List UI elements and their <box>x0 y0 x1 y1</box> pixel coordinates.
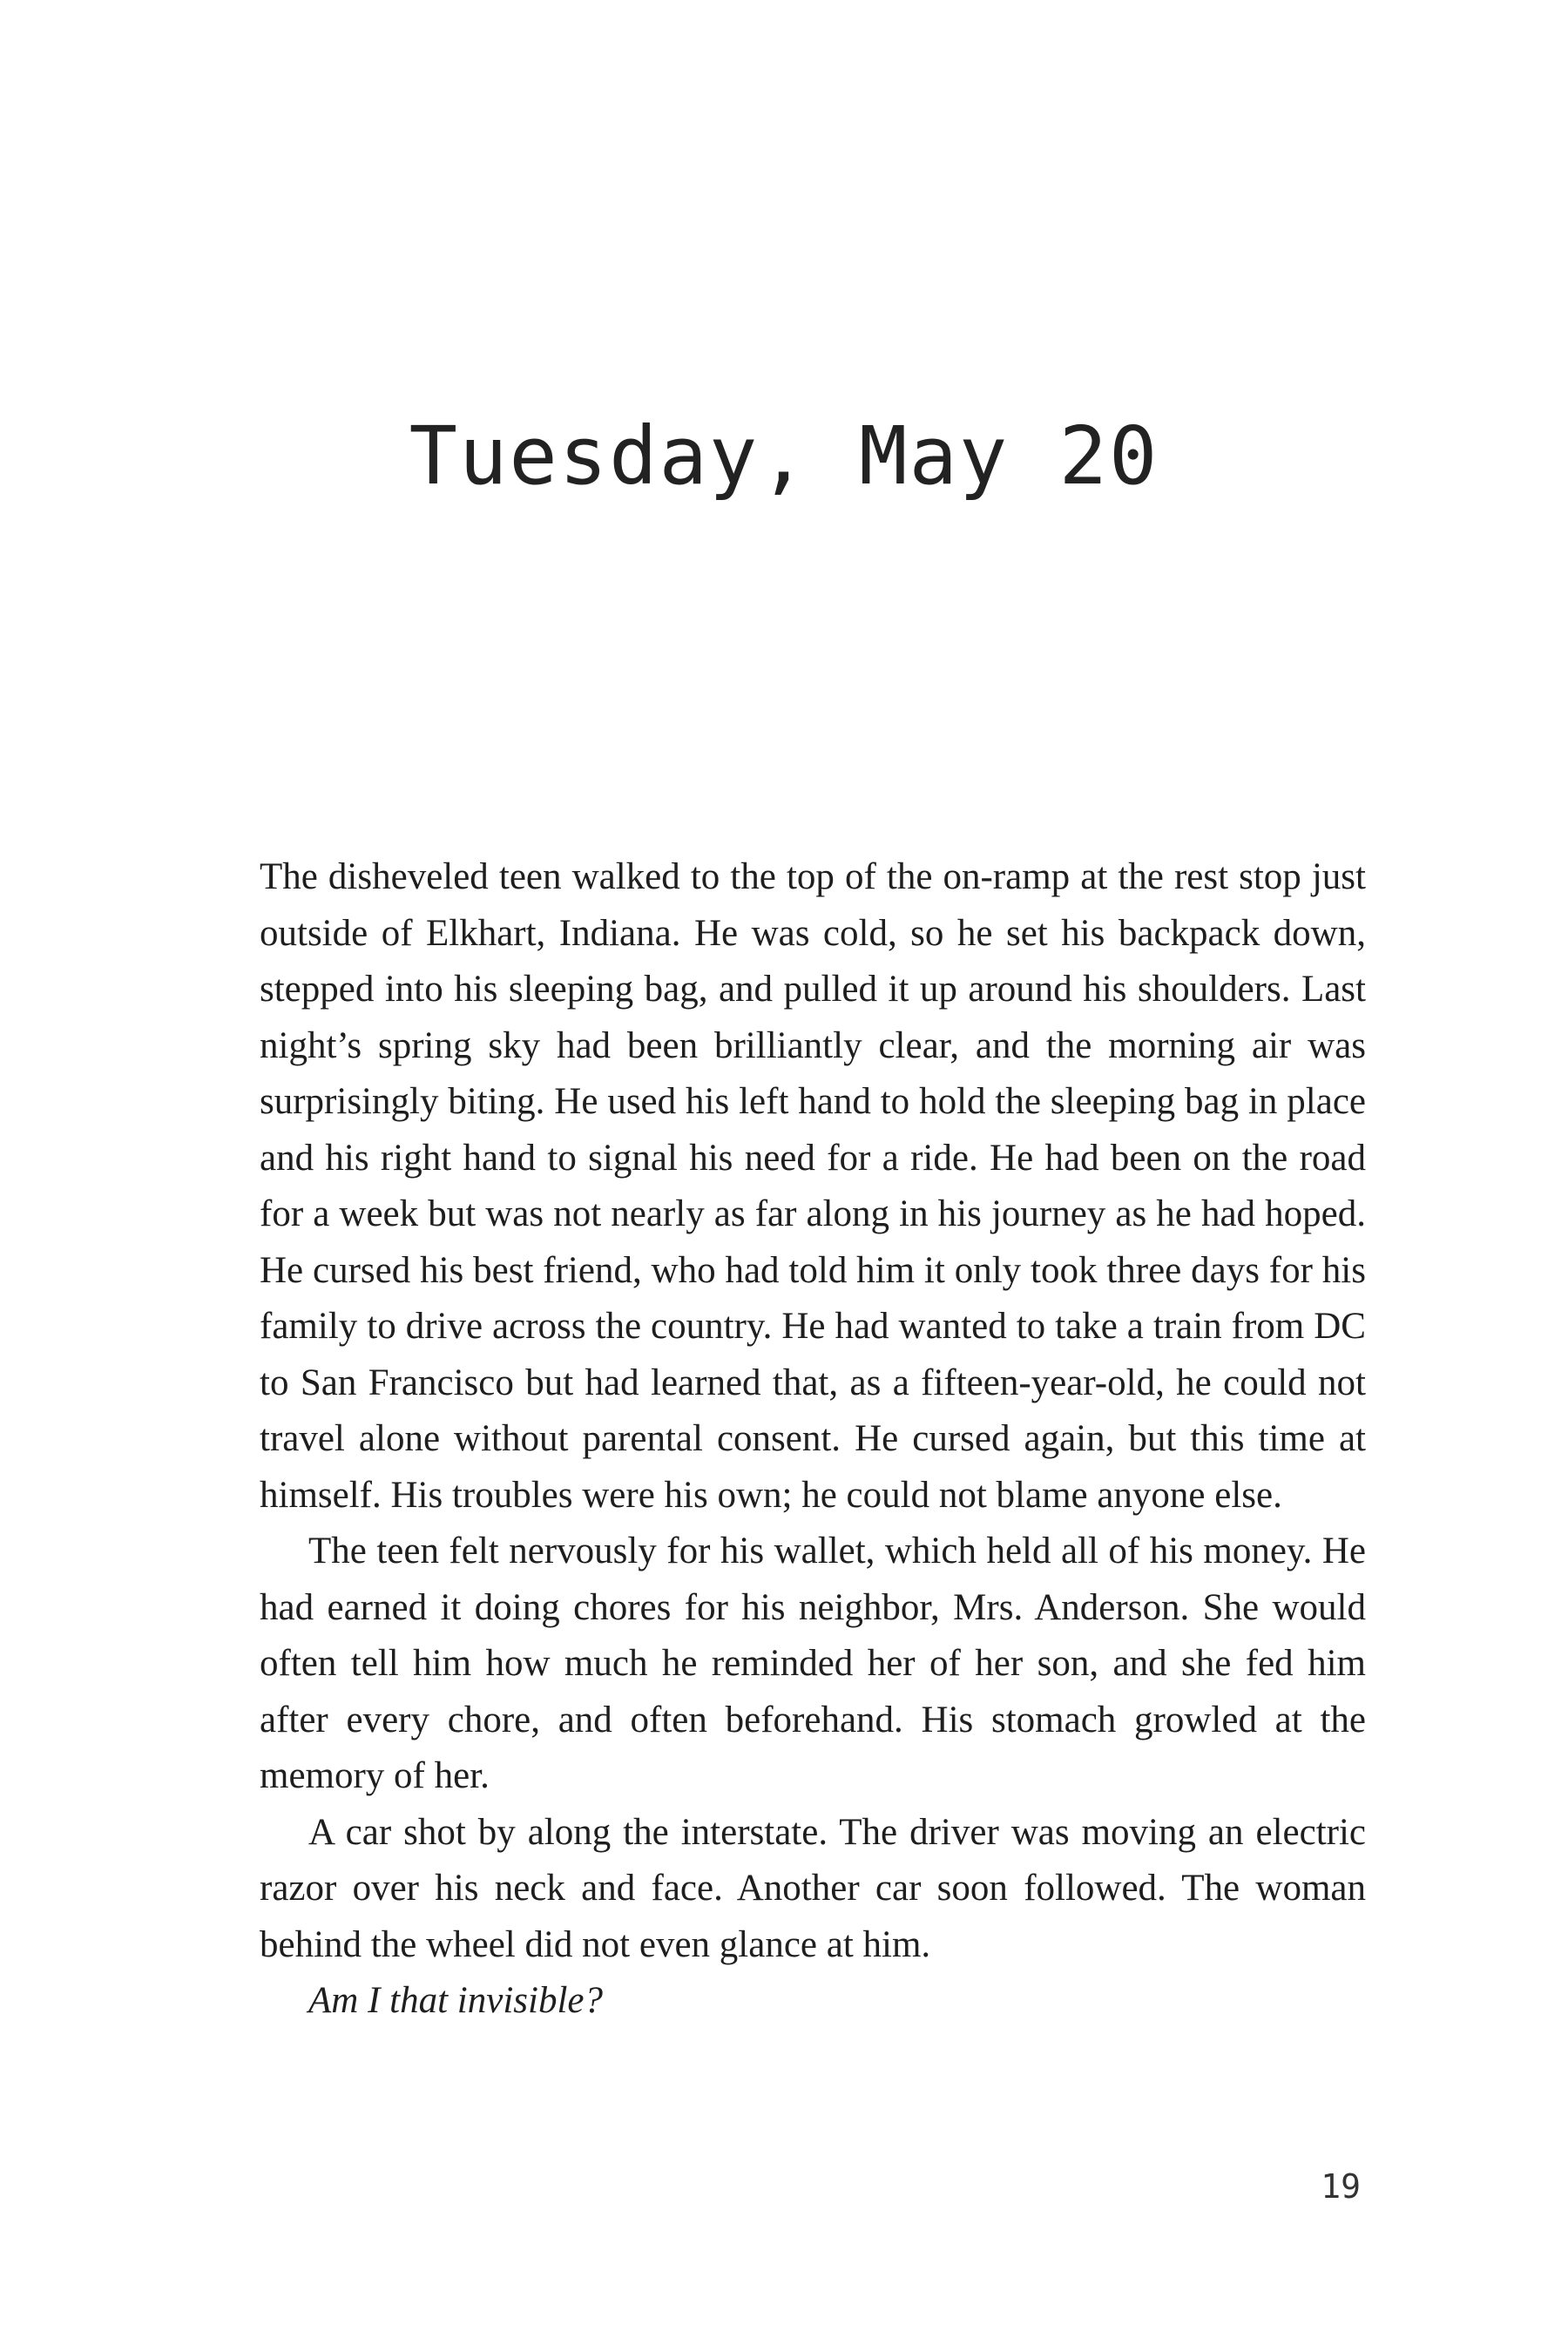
italic-thought: Am I that invisible? <box>308 1980 603 2021</box>
paragraph: The disheveled teen walked to the top of the on-ramp at the rest stop just outside of Elkhart, Indiana. He was cold, so he set his backpack down, stepped into his sleeping bag, and pulled it up around his shoulders. Last night’s spring sky had been brilliantly clear, and the morning air was surprisingly biting. He used his left hand to hold the sleeping bag in place and his right hand to signal his need for a ride. He had been on the road for a week but was not nearly as far along in his journey as he had hoped. He cursed his best friend, who had told him it only took three days for his family to drive across the country. He had wanted to take a train from DC to San Francisco but had learned that, as a fifteen-year-old, he could not travel alone without parental consent. He cursed again, but this time at himself. His troubles were his own; he could not blame anyone else. <box>260 856 1366 1516</box>
paragraph: The teen felt nervously for his wallet, which held all of his money. He had earned it doing chores for his neighbor, Mrs. Anderson. She would often tell him how much he reminded her of her son, and she fed him after every chore, and often beforehand. His stomach growled at the memory of her. <box>260 1531 1366 1796</box>
page-number: 19 <box>1321 2167 1361 2206</box>
paragraph: A car shot by along the interstate. The driver was moving an electric razor over his neck and face. Another car soon followed. The woman behind the wheel did not even glance at him. <box>260 1811 1366 1965</box>
chapter-title: Tuesday, May 20 <box>409 409 1159 503</box>
body-text <box>260 849 1366 2030</box>
